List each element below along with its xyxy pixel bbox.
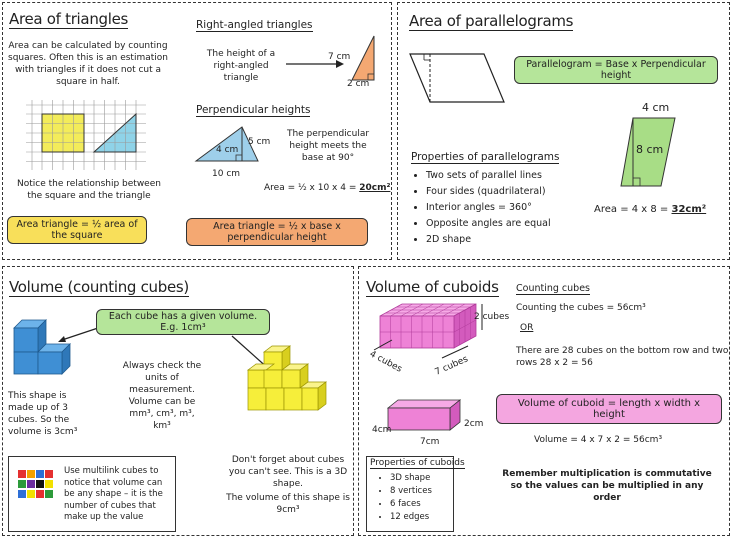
list-item: • 8 vertices bbox=[390, 485, 432, 498]
para-props-heading: Properties of parallelograms bbox=[411, 151, 560, 163]
three-cubes-text: This shape is made up of 3 cubes. So the volume is 3cm³ bbox=[8, 391, 78, 437]
cuboids-title: Volume of cuboids bbox=[366, 278, 499, 296]
right-triangle-base-label: 2 cm bbox=[347, 79, 370, 89]
or-text: OR bbox=[520, 323, 534, 333]
list-item: • Four sides (quadrilateral) bbox=[426, 184, 551, 200]
label-2-cubes: 2 cubes bbox=[474, 312, 510, 322]
triangles-title: Area of triangles bbox=[9, 10, 129, 28]
perpendicular-heading: Perpendicular heights bbox=[196, 104, 311, 116]
list-item: • 12 edges bbox=[390, 511, 432, 524]
perp-text: The perpendicular height meets the base at 90° bbox=[286, 129, 370, 163]
counting-cubes-text: Counting the cubes = 56cm³ bbox=[516, 303, 646, 313]
perp-answer: 20cm² bbox=[359, 183, 391, 193]
para-properties-list bbox=[412, 168, 551, 248]
grid-diagram bbox=[26, 100, 146, 170]
formula-base-box: Area triangle = ½ x base x perpendicular height bbox=[186, 218, 368, 246]
perp-calc: Area = ½ x 10 x 4 = 20cm² bbox=[264, 183, 391, 193]
cuboid-formula-box: Volume of cuboid = length x width x height bbox=[496, 394, 722, 424]
formula-square-box: Area triangle = ½ area of the square bbox=[7, 216, 147, 244]
pink-cuboid-diagram bbox=[386, 398, 462, 432]
right-triangle-height-label: 7 cm bbox=[328, 52, 351, 62]
list-item: • 3D shape bbox=[390, 472, 432, 485]
perp-base-label: 10 cm bbox=[212, 169, 241, 179]
cm7-label: 7cm bbox=[420, 437, 440, 447]
list-item: • 2D shape bbox=[426, 232, 551, 248]
counting-cubes-heading: Counting cubes bbox=[516, 283, 590, 294]
para-height-label: 8 cm bbox=[636, 143, 664, 156]
hidden-cubes-text: Don't forget about cubes you can't see. This is a 3D shape. bbox=[228, 455, 348, 489]
label-7-cubes: 7 cubes bbox=[433, 354, 470, 378]
cuboid-calc: Volume = 4 x 7 x 2 = 56cm³ bbox=[534, 435, 663, 445]
parallelogram-diagram bbox=[410, 52, 506, 106]
commutative-text: Remember multiplication is commutative so the values can be multiplied in any order bbox=[502, 469, 712, 503]
cm4-label: 4cm bbox=[372, 425, 392, 435]
triangles-notice: Notice the relationship between the square and the triangle bbox=[17, 179, 161, 201]
para-top-label: 4 cm bbox=[642, 101, 670, 114]
callout-box: Each cube has a given volume. E.g. 1cm³ bbox=[96, 309, 270, 335]
list-item: • Interior angles = 360° bbox=[426, 200, 551, 216]
label-4-cubes: 4 cubes bbox=[367, 349, 404, 375]
units-text: Always check the units of measurement. Volume can be mm³, cm³, m³, km³ bbox=[122, 361, 202, 431]
right-angled-text: The height of a right-angled triangle bbox=[206, 49, 276, 83]
cuboid-properties-list bbox=[376, 472, 432, 524]
parallelogram-formula-box: Parallelogram = Base x Perpendicular height bbox=[514, 56, 718, 84]
list-item: • 6 faces bbox=[390, 498, 432, 511]
para-answer: 32cm² bbox=[671, 204, 707, 215]
list-item: • Opposite angles are equal bbox=[426, 216, 551, 232]
cm2-label: 2cm bbox=[464, 419, 484, 429]
yellow-cubes-diagram bbox=[246, 344, 332, 428]
cuboid-props-heading: Properties of cuboids bbox=[370, 458, 465, 468]
perp-height-label: 4 cm bbox=[216, 145, 239, 155]
triangles-intro: Area can be calculated by counting squares. Often this is an estimation with triangles if it does not cut a square in half. bbox=[8, 41, 168, 87]
bottom-row-text: There are 28 cubes on the bottom row and two rows 28 x 2 = 56 bbox=[516, 346, 729, 368]
right-angled-heading: Right-angled triangles bbox=[196, 19, 313, 31]
counting-title: Volume (counting cubes) bbox=[9, 278, 189, 296]
list-item: • Two sets of parallel lines bbox=[426, 168, 551, 184]
multilink-cubes-icon bbox=[18, 470, 56, 500]
parallelograms-title: Area of parallelograms bbox=[409, 12, 574, 30]
para-calc: Area = 4 x 8 = 32cm² bbox=[594, 204, 707, 215]
perp-side-label: 5 cm bbox=[248, 137, 271, 147]
multilink-text: Use multilink cubes to notice that volume can be any shape – it is the number of cubes that make up the value bbox=[64, 466, 163, 522]
volume9-text: The volume of this shape is 9cm³ bbox=[226, 493, 350, 515]
